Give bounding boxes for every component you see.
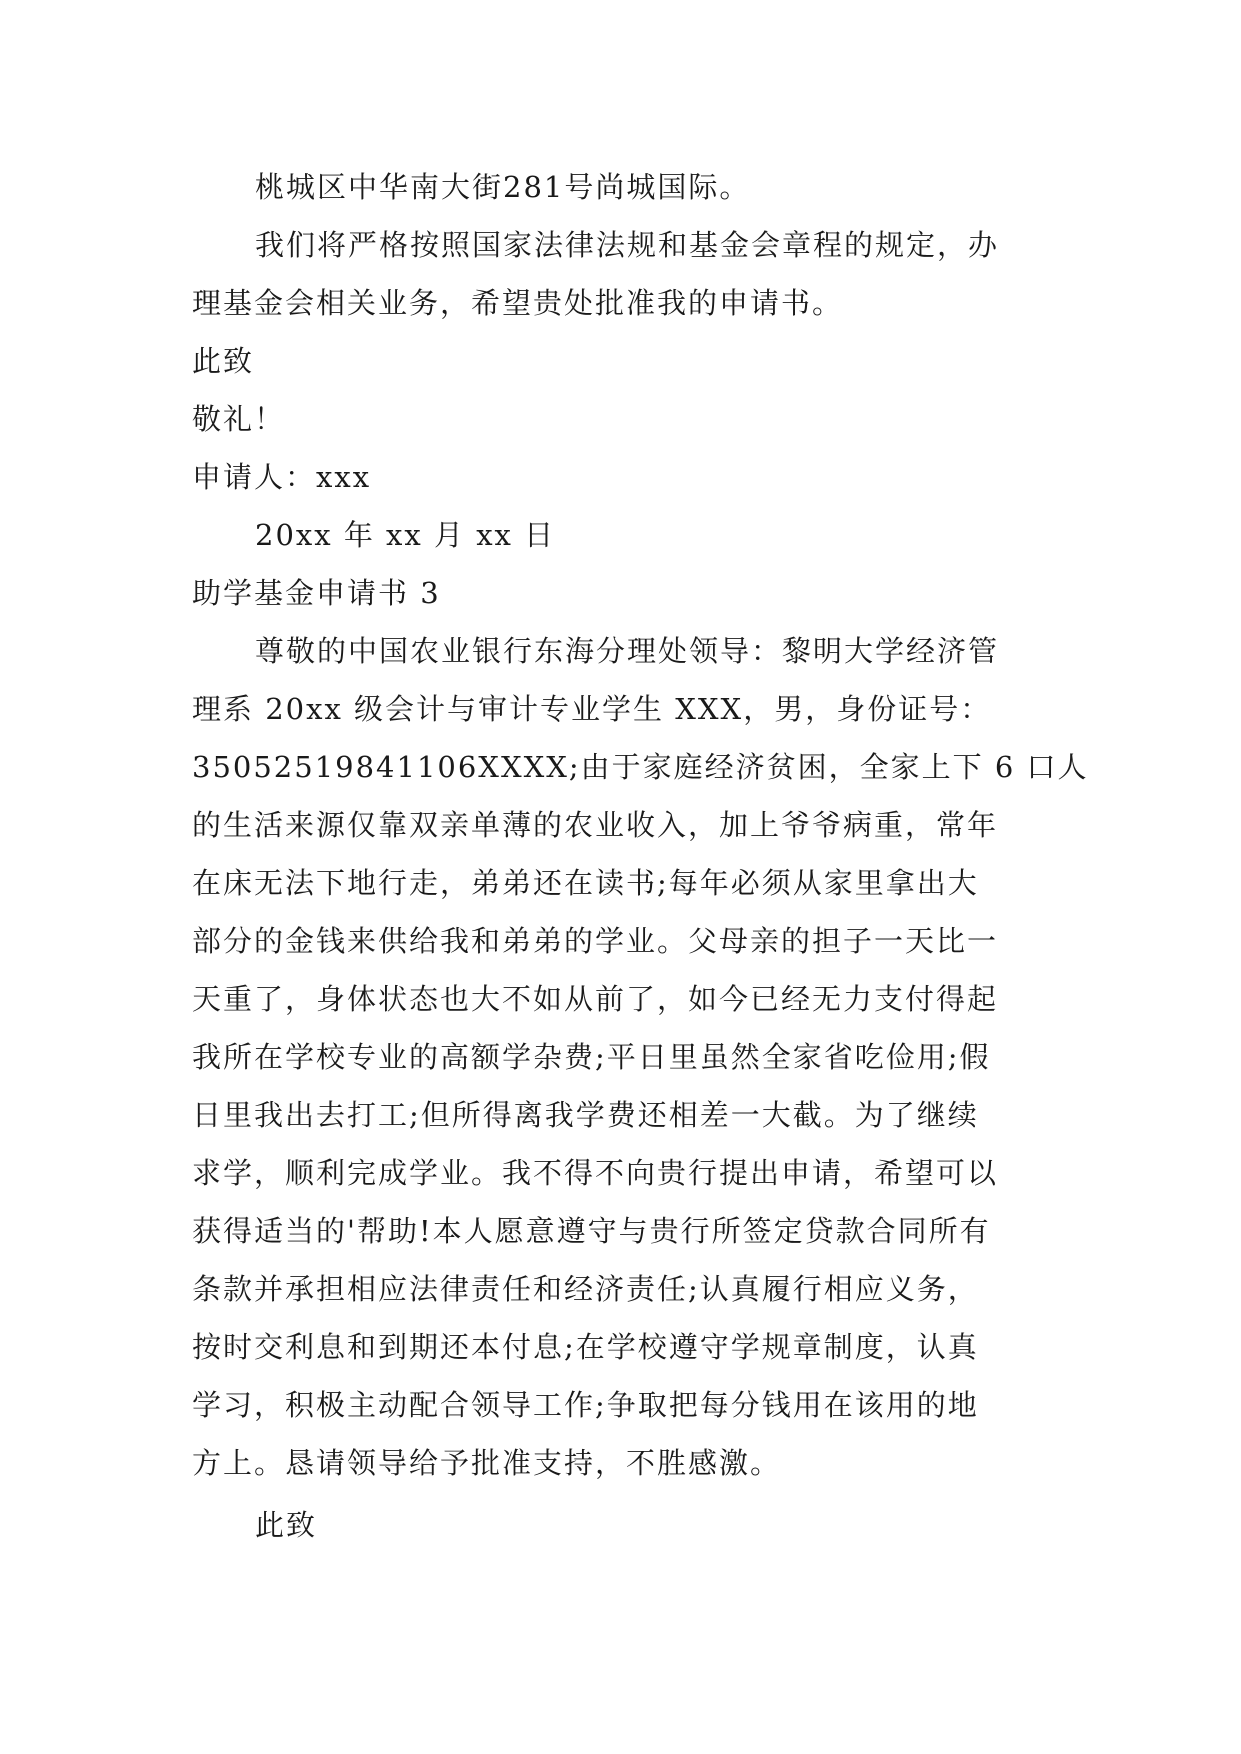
letter-body xyxy=(192,622,1089,1492)
letter-body-line: 天重了，身体状态也大不如从前了，如今已经无力支付得起 xyxy=(192,982,999,1016)
letter-body-line: 按时交利息和到期还本付息;在学校遵守学规章制度，认真 xyxy=(192,1330,979,1364)
letter-body-line: 的生活来源仅靠双亲单薄的农业收入，加上爷爷病重，常年 xyxy=(192,808,999,842)
paragraph-line: 我们将严格按照国家法律法规和基金会章程的规定，办 xyxy=(255,228,1000,262)
section-title: 助学基金申请书 3 xyxy=(192,576,441,610)
letter-body-line: 在床无法下地行走，弟弟还在读书;每年必须从家里拿出大 xyxy=(192,866,979,900)
date-line: 20xx 年 xx 月 xx 日 xyxy=(255,518,556,552)
applicant-line: 申请人：xxx xyxy=(192,460,372,494)
letter-body-line: 学习，积极主动配合领导工作;争取把每分钱用在该用的地 xyxy=(192,1388,979,1422)
letter-body-line: 我所在学校专业的高额学杂费;平日里虽然全家省吃俭用;假 xyxy=(192,1040,991,1074)
salutation-text: 敬礼！ xyxy=(192,402,286,436)
closing-text: 此致 xyxy=(192,344,255,378)
letter-body-line: 35052519841106XXXX;由于家庭经济贫困，全家上下 6 口人 xyxy=(192,750,1089,784)
letter-body-line: 日里我出去打工;但所得离我学费还相差一大截。为了继续 xyxy=(192,1098,979,1132)
document-content xyxy=(192,158,1089,1554)
letter-body-line: 理系 20xx 级会计与审计专业学生 XXX，男，身份证号： xyxy=(192,692,992,726)
letter-body-line: 尊敬的中国农业银行东海分理处领导：黎明大学经济管 xyxy=(255,634,1000,668)
letter-body-line: 条款并承担相应法律责任和经济责任;认真履行相应义务， xyxy=(192,1272,979,1306)
letter-body-line: 方上。恳请领导给予批准支持，不胜感激。 xyxy=(192,1446,782,1480)
paragraph-line: 理基金会相关业务，希望贵处批准我的申请书。 xyxy=(192,286,844,320)
closing-text: 此致 xyxy=(255,1508,318,1542)
letter-body-line: 求学，顺利完成学业。我不得不向贵行提出申请，希望可以 xyxy=(192,1156,999,1190)
letter-body-line: 部分的金钱来供给我和弟弟的学业。父母亲的担子一天比一 xyxy=(192,924,999,958)
address-line: 桃城区中华南大街281号尚城国际。 xyxy=(255,170,751,204)
letter-body-line: 获得适当的'帮助!本人愿意遵守与贵行所签定贷款合同所有 xyxy=(192,1214,991,1248)
